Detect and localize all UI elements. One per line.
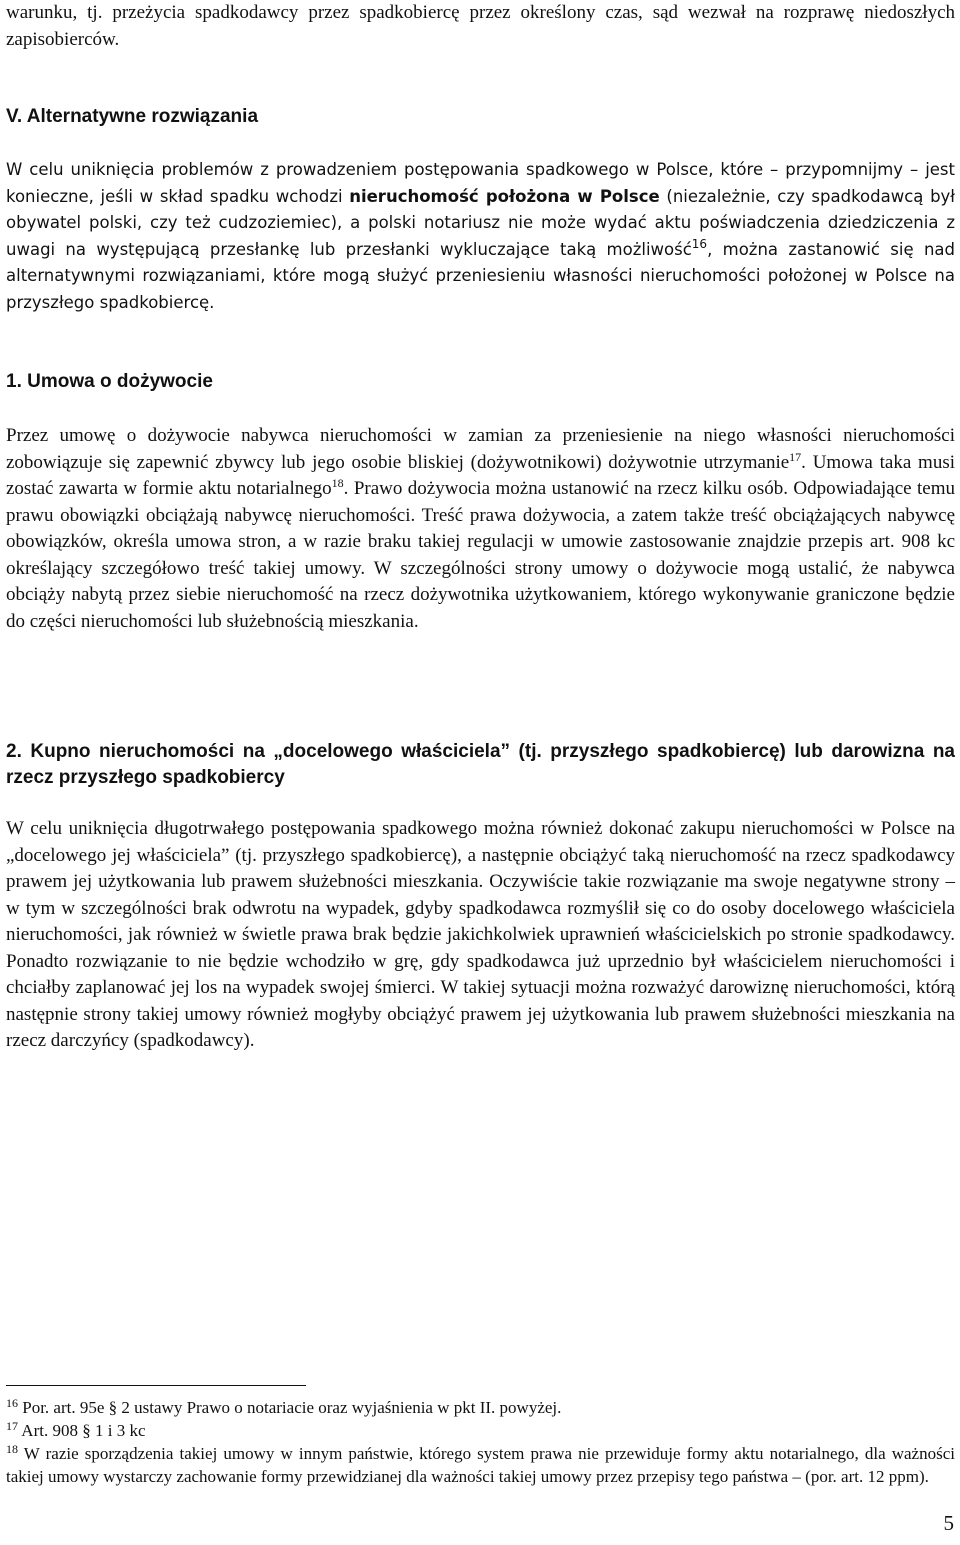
footnote-ref-18[interactable]: 18 [331,476,344,490]
continued-paragraph [6,0,955,53]
section-v-paragraph [6,157,955,316]
footnote-text: Por. art. 95e § 2 ustawy Prawo o notariacie oraz wyjaśnienia w pkt II. powyżej. [18,1398,562,1417]
footnote-17 [6,1420,955,1443]
section-v-text-1: W celu uniknięcia problemów z prowadzeniem postępowania spadkowego w Polsce, które – przypomnijmy – jest konieczne, jeśli w skład spadku wchodzi [6,160,955,206]
footnote-number: 17 [6,1419,18,1433]
section-v-text-3: , można zastanowić się nad alternatywnymi rozwiązaniami, które mogą służyć przeniesieniu własności nieruchomości położonej w Polsce na przyszłego spadkobiercę. [6,239,955,312]
footnote-16 [6,1397,955,1420]
page-number: 5 [943,1511,954,1535]
footnote-text: W razie sporządzenia takiej umowy w innym państwie, którego system prawa nie przewiduje formy aktu notarialnego, dla ważności takiej umowy wystarczy zachowanie formy przewidzianej dla ważności takiej umowy przez przepisy tego państwa – (por. art. 12 ppm). [6,1444,955,1486]
footnote-ref-16[interactable]: 16 [691,236,708,251]
section-heading-v: V. Alternatywne rozwiązania [6,106,259,127]
footnote-separator [6,1385,306,1386]
section-v-text-2: (niezależnie, czy spadkodawcą był obywatel polski, czy też cudzoziemiec), a polski notariusz nie może wydać aktu poświadczenia dziedziczenia z uwagi na występującą przesłankę lub przesłanki wykluczające taką możliwość [6,186,955,259]
section-1-text-2: . Umowa taka musi zostać zawarta w formie aktu notarialnego [6,451,955,499]
continued-paragraph-text: warunku, tj. przeżycia spadkodawcy przez spadkobiercę przez określony czas, sąd wezwał na rozprawę niedoszłych zapisobierców. [6,2,955,50]
section-2-text: W celu uniknięcia długotrwałego postępowania spadkowego można również dokonać zakupu nieruchomości w Polsce na „docelowego jej właściciela” (tj. przyszłego spadkobiercę), a następnie obciążyć taką nieruchomość na rzecz spadkodawcy prawem jej użytkowania lub prawem służebności mieszkania. Oczywiście takie rozwiązanie ma swoje negatywne strony – w tym w szczególności brak odwrotu na wypadek, gdyby spadkodawca rozmyślił się co do osoby docelowego właściciela nieruchomości, jak również w świetle prawa brak będzie jakichkolwiek uprawnień właścicielskich po stronie spadkodawcy. Ponadto rozwiązanie to nie będzie wchodziło w grę, gdy spadkodawca już uprzednio był właścicielem nieruchomości i chciałby zaplanować jej los na wypadek swojej śmierci. W takiej sytuacji można rozważyć darowiznę nieruchomości, którą następnie strony takiej umowy również mogłyby obciążyć prawem jej użytkowania lub prawem służebności mieszkania na rzecz darczyńcy (spadkodawcy). [6,818,955,1051]
footnote-number: 18 [6,1442,18,1456]
section-v-bold-text: nieruchomość położona w Polsce [349,186,660,206]
footnote-18 [6,1443,955,1488]
footnote-ref-17[interactable]: 17 [789,449,802,464]
section-heading-1: 1. Umowa o dożywocie [6,371,213,392]
section-1-text-1: Przez umowę o dożywocie nabywca nieruchomości w zamian za przeniesienie na niego własności nieruchomości zobowiązuje się zapewnić zbywcy lub jego osobie bliskiej (dożywotnikowi) dożywotnie utrzymanie [6,425,955,473]
section-2-paragraph [6,816,955,1055]
section-1-text-3: . Prawo dożywocia można ustanowić na rzecz kilku osób. Odpowiadające temu prawu obowiązki obciążają nabywcę nieruchomości. Treść prawa dożywocia, a zatem także treść obciążających nabywcę obowiązków, określa umowa stron, a w razie braku takiej regulacji w umowie zastosowanie znajdzie przepis art. 908 kc określający szczegółowo treść takiej umowy. W szczególności strony umowy o dożywocie mogą ustalić, że nabywca obciąży nabytą przez siebie nieruchomość na rzecz dożywotnika użytkowaniem, którego wykonywanie graniczone będzie do części nieruchomości lub służebnością mieszkania. [6,478,955,632]
section-heading-2: 2. Kupno nieruchomości na „docelowego właściciela” (tj. przyszłego spadkobiercę) lub darowizna na rzecz przyszłego spadkobiercy [6,741,955,788]
footnote-text: Art. 908 § 1 i 3 kc [18,1421,146,1440]
section-1-paragraph [6,423,955,635]
footnote-number: 16 [6,1396,18,1410]
